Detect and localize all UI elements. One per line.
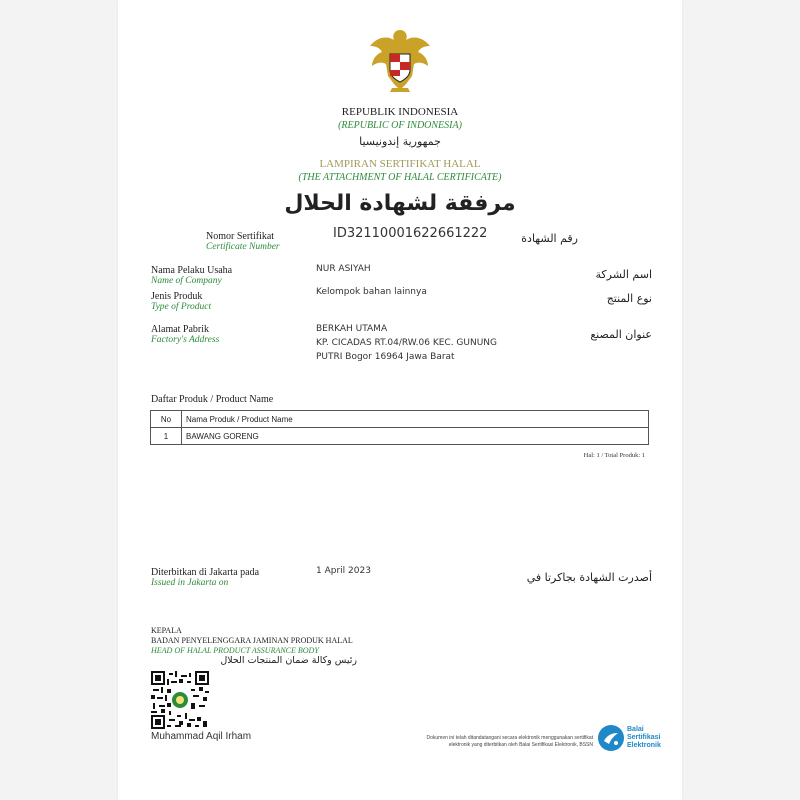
country-name-ar: جمهورية إندونيسيا [359, 135, 441, 148]
signatory-body: BADAN PENYELENGGARA JAMINAN PRODUK HALAL [151, 636, 353, 645]
column-header-no: No [151, 411, 182, 428]
factory-address-label: Alamat Pabrik [151, 324, 210, 335]
row-product-name: BAWANG GORENG [182, 428, 649, 445]
qr-code-icon [151, 671, 209, 729]
signatory-body-en: HEAD OF HALAL PRODUCT ASSURANCE BODY [151, 646, 319, 655]
document-title: LAMPIRAN SERTIFIKAT HALAL [319, 158, 481, 170]
factory-address-label-ar: عنوان المصنع [590, 328, 652, 341]
certificate-number-label: Nomor Sertifikat [206, 231, 275, 242]
company-label: Nama Pelaku Usaha [151, 265, 233, 276]
product-page-count: Hal: 1 / Total Produk: 1 [583, 452, 645, 459]
table-row [151, 428, 649, 445]
certificate-number-label-ar: رقم الشهادة [521, 232, 578, 245]
bsre-logo-icon [597, 724, 625, 752]
electronic-signature-note [380, 735, 593, 749]
signatory-title: KEPALA [151, 626, 182, 635]
electronic-signature-note-line2: elektronik yang diterbitkan oleh Balai Sertifikasi Elektronik, BSSN [448, 742, 593, 748]
bsre-logo-text [627, 726, 661, 750]
country-name-en: (REPUBLIC OF INDONESIA) [338, 120, 462, 131]
bsre-line1: Balai [627, 726, 644, 733]
product-type-label-en: Type of Product [151, 302, 212, 312]
document-title-en: (THE ATTACHMENT OF HALAL CERTIFICATE) [298, 172, 502, 183]
certificate-number-label-en: Certificate Number [206, 242, 280, 252]
garuda-emblem-icon [364, 24, 436, 96]
product-type-value: Kelompok bahan lainnya [316, 287, 427, 297]
column-header-product-name: Nama Produk / Product Name [182, 411, 649, 428]
signatory-name: Muhammad Aqil Irham [151, 731, 252, 742]
issued-date: 1 April 2023 [316, 566, 371, 576]
product-list-title: Daftar Produk / Product Name [151, 394, 274, 405]
row-no: 1 [151, 428, 182, 445]
company-label-ar: اسم الشركة [595, 268, 652, 281]
issued-label-ar: أصدرت الشهادة بجاكرتا في [526, 571, 652, 584]
bsre-line2: Sertifikasi [627, 734, 661, 741]
signatory-body-ar: رئيس وكالة ضمان المنتجات الحلال [220, 655, 357, 666]
bsre-line3: Elektronik [627, 742, 661, 749]
table-header-row [151, 411, 649, 428]
factory-address-line1: BERKAH UTAMA [316, 324, 388, 334]
certificate-number-value: ID32110001622661222 [333, 226, 488, 241]
factory-address-label-en: Factory's Address [151, 335, 220, 345]
factory-address-line3: PUTRI Bogor 16964 Jawa Barat [316, 352, 455, 362]
company-label-en: Name of Company [151, 276, 222, 286]
product-type-label-ar: نوع المنتج [606, 292, 652, 305]
product-table [150, 410, 649, 445]
product-type-label: Jenis Produk [151, 291, 203, 302]
country-name: REPUBLIK INDONESIA [341, 106, 459, 118]
electronic-signature-note-line1: Dokumen ini telah ditandatangani secara elektronik menggunakan sertifikat [426, 735, 593, 741]
issued-label-en: Issued in Jakarta on [151, 578, 229, 588]
document-title-ar: مرفقة لشهادة الحلال [284, 191, 516, 216]
issued-label: Diterbitkan di Jakarta pada [151, 567, 260, 578]
factory-address-line2: KP. CICADAS RT.04/RW.06 KEC. GUNUNG [316, 338, 498, 348]
company-value: NUR ASIYAH [316, 264, 371, 274]
